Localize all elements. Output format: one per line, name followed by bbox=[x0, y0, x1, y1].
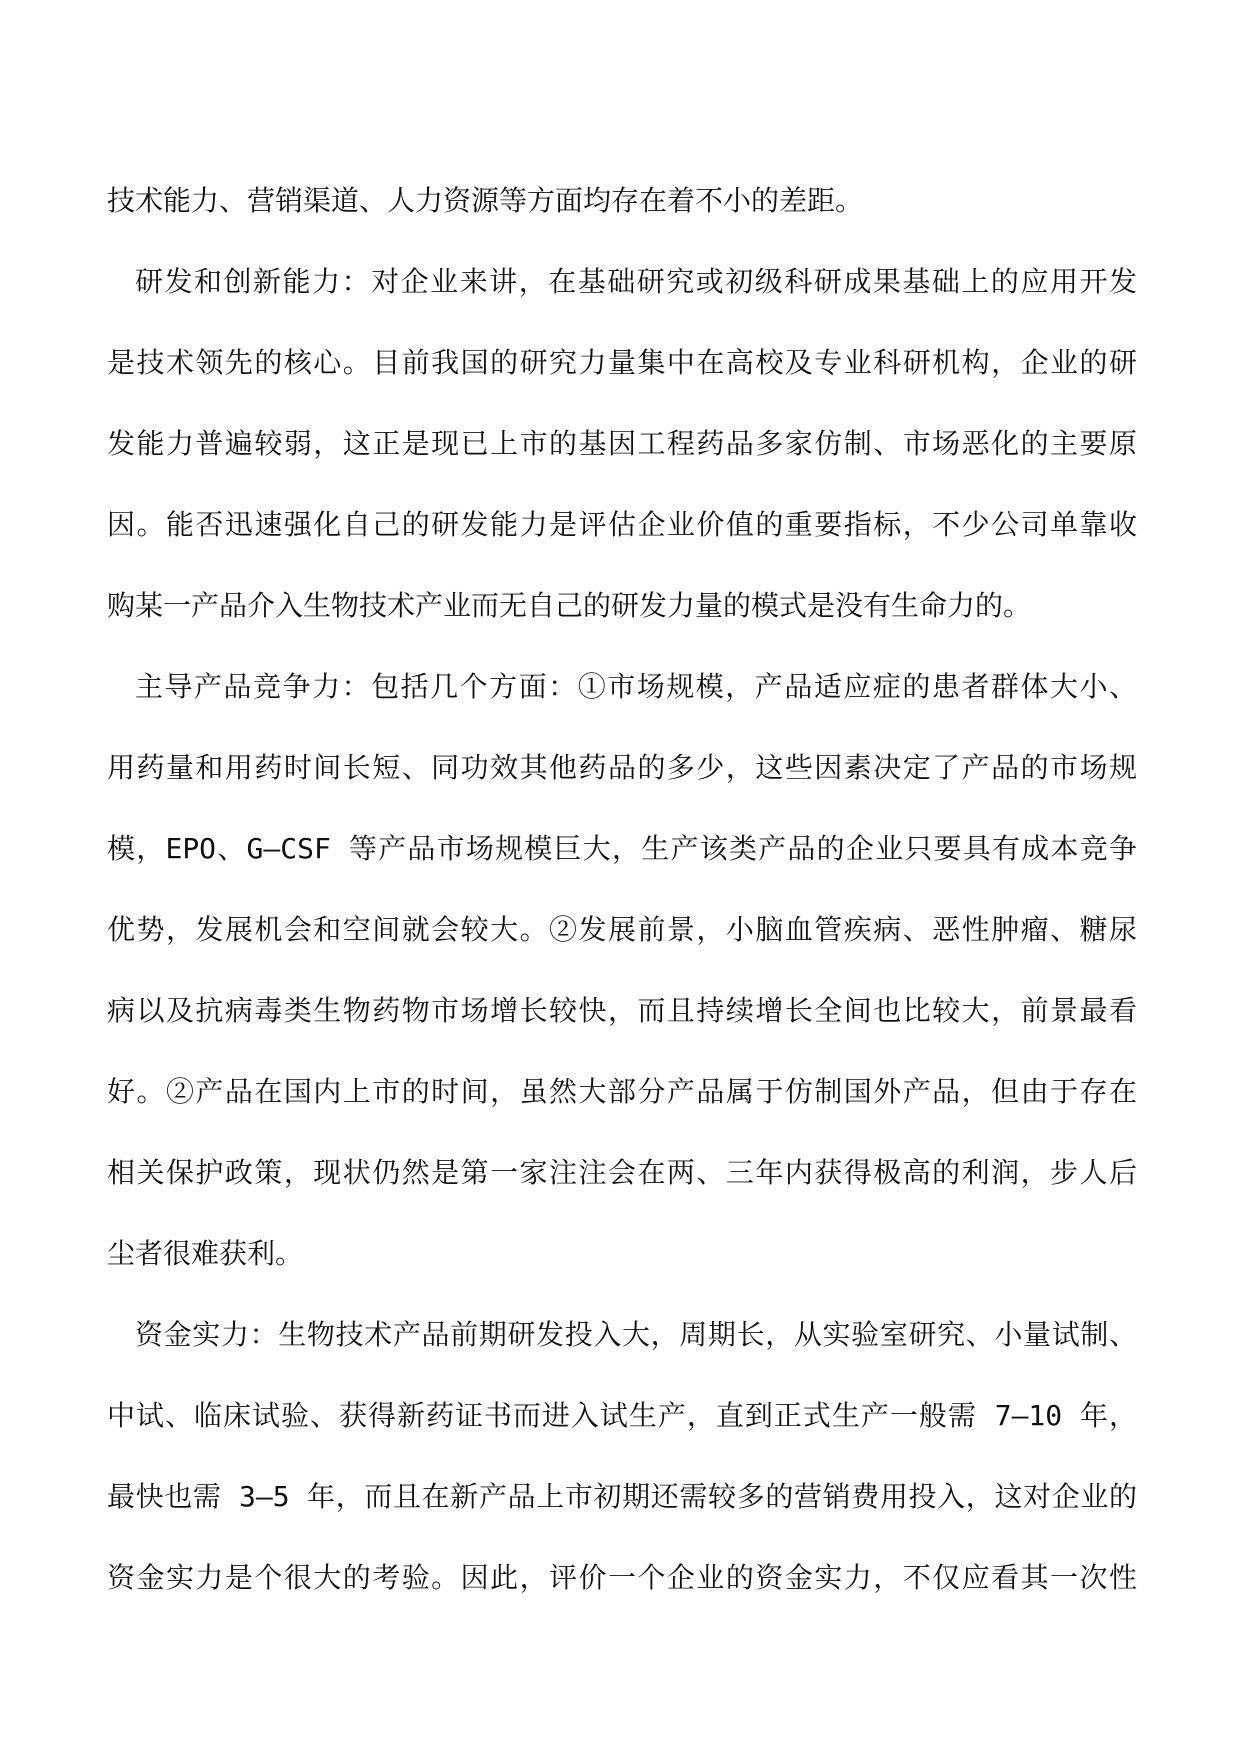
text-line: 优势，发展机会和空间就会较大。②发展前景，小脑血管疾病、恶性肿瘤、糖尿 bbox=[107, 913, 1137, 946]
text-line: 资金实力：生物技术产品前期研发投入大，周期长，从实验室研究、小量试制、 bbox=[135, 1318, 1137, 1351]
text-line: 因。能否迅速强化自己的研发能力是评估企业价值的重要指标，不少公司单靠收 bbox=[107, 508, 1137, 541]
paragraph-4 bbox=[107, 1294, 1137, 1618]
text-line: 研发和创新能力：对企业来讲，在基础研究或初级科研成果基础上的应用开发 bbox=[135, 265, 1137, 298]
text-line: 尘者很难获利。 bbox=[107, 1237, 304, 1270]
text-line: 技术能力、营销渠道、人力资源等方面均存在着不小的差距。 bbox=[107, 184, 864, 217]
text-line: 最快也需 3—5 年，而且在新产品上市初期还需较多的营销费用投入，这对企业的 bbox=[107, 1480, 1137, 1513]
text-line: 购某一产品介入生物技术产业而无自己的研发力量的模式是没有生命力的。 bbox=[107, 589, 1032, 622]
text-line: 模，EPO、G—CSF 等产品市场规模巨大，生产该类产品的企业只要具有成本竞争 bbox=[107, 832, 1137, 865]
text-line: 相关保护政策，现状仍然是第一家注注会在两、三年内获得极高的利润，步人后 bbox=[107, 1156, 1137, 1189]
text-line: 资金实力是个很大的考验。因此，评价一个企业的资金实力，不仅应看其一次性 bbox=[107, 1561, 1137, 1594]
text-line: 中试、临床试验、获得新药证书而进入试生产，直到正式生产一般需 7—10 年， bbox=[107, 1399, 1137, 1432]
paragraph-2 bbox=[107, 241, 1137, 646]
text-line: 用药量和用药时间长短、同功效其他药品的多少，这些因素决定了产品的市场规 bbox=[107, 751, 1137, 784]
text-line: 主导产品竞争力：包括几个方面：①市场规模，产品适应症的患者群体大小、 bbox=[135, 670, 1137, 703]
text-line: 是技术领先的核心。目前我国的研究力量集中在高校及专业科研机构，企业的研 bbox=[107, 346, 1137, 379]
text-line: 发能力普遍较弱，这正是现已上市的基因工程药品多家仿制、市场恶化的主要原 bbox=[107, 427, 1137, 460]
text-line: 好。②产品在国内上市的时间，虽然大部分产品属于仿制国外产品，但由于存在 bbox=[107, 1075, 1137, 1108]
text-line: 病以及抗病毒类生物药物市场增长较快，而且持续增长全间也比较大，前景最看 bbox=[107, 994, 1137, 1027]
paragraph-1 bbox=[107, 160, 1137, 241]
paragraph-3 bbox=[107, 646, 1137, 1294]
document-body bbox=[107, 160, 1137, 1618]
